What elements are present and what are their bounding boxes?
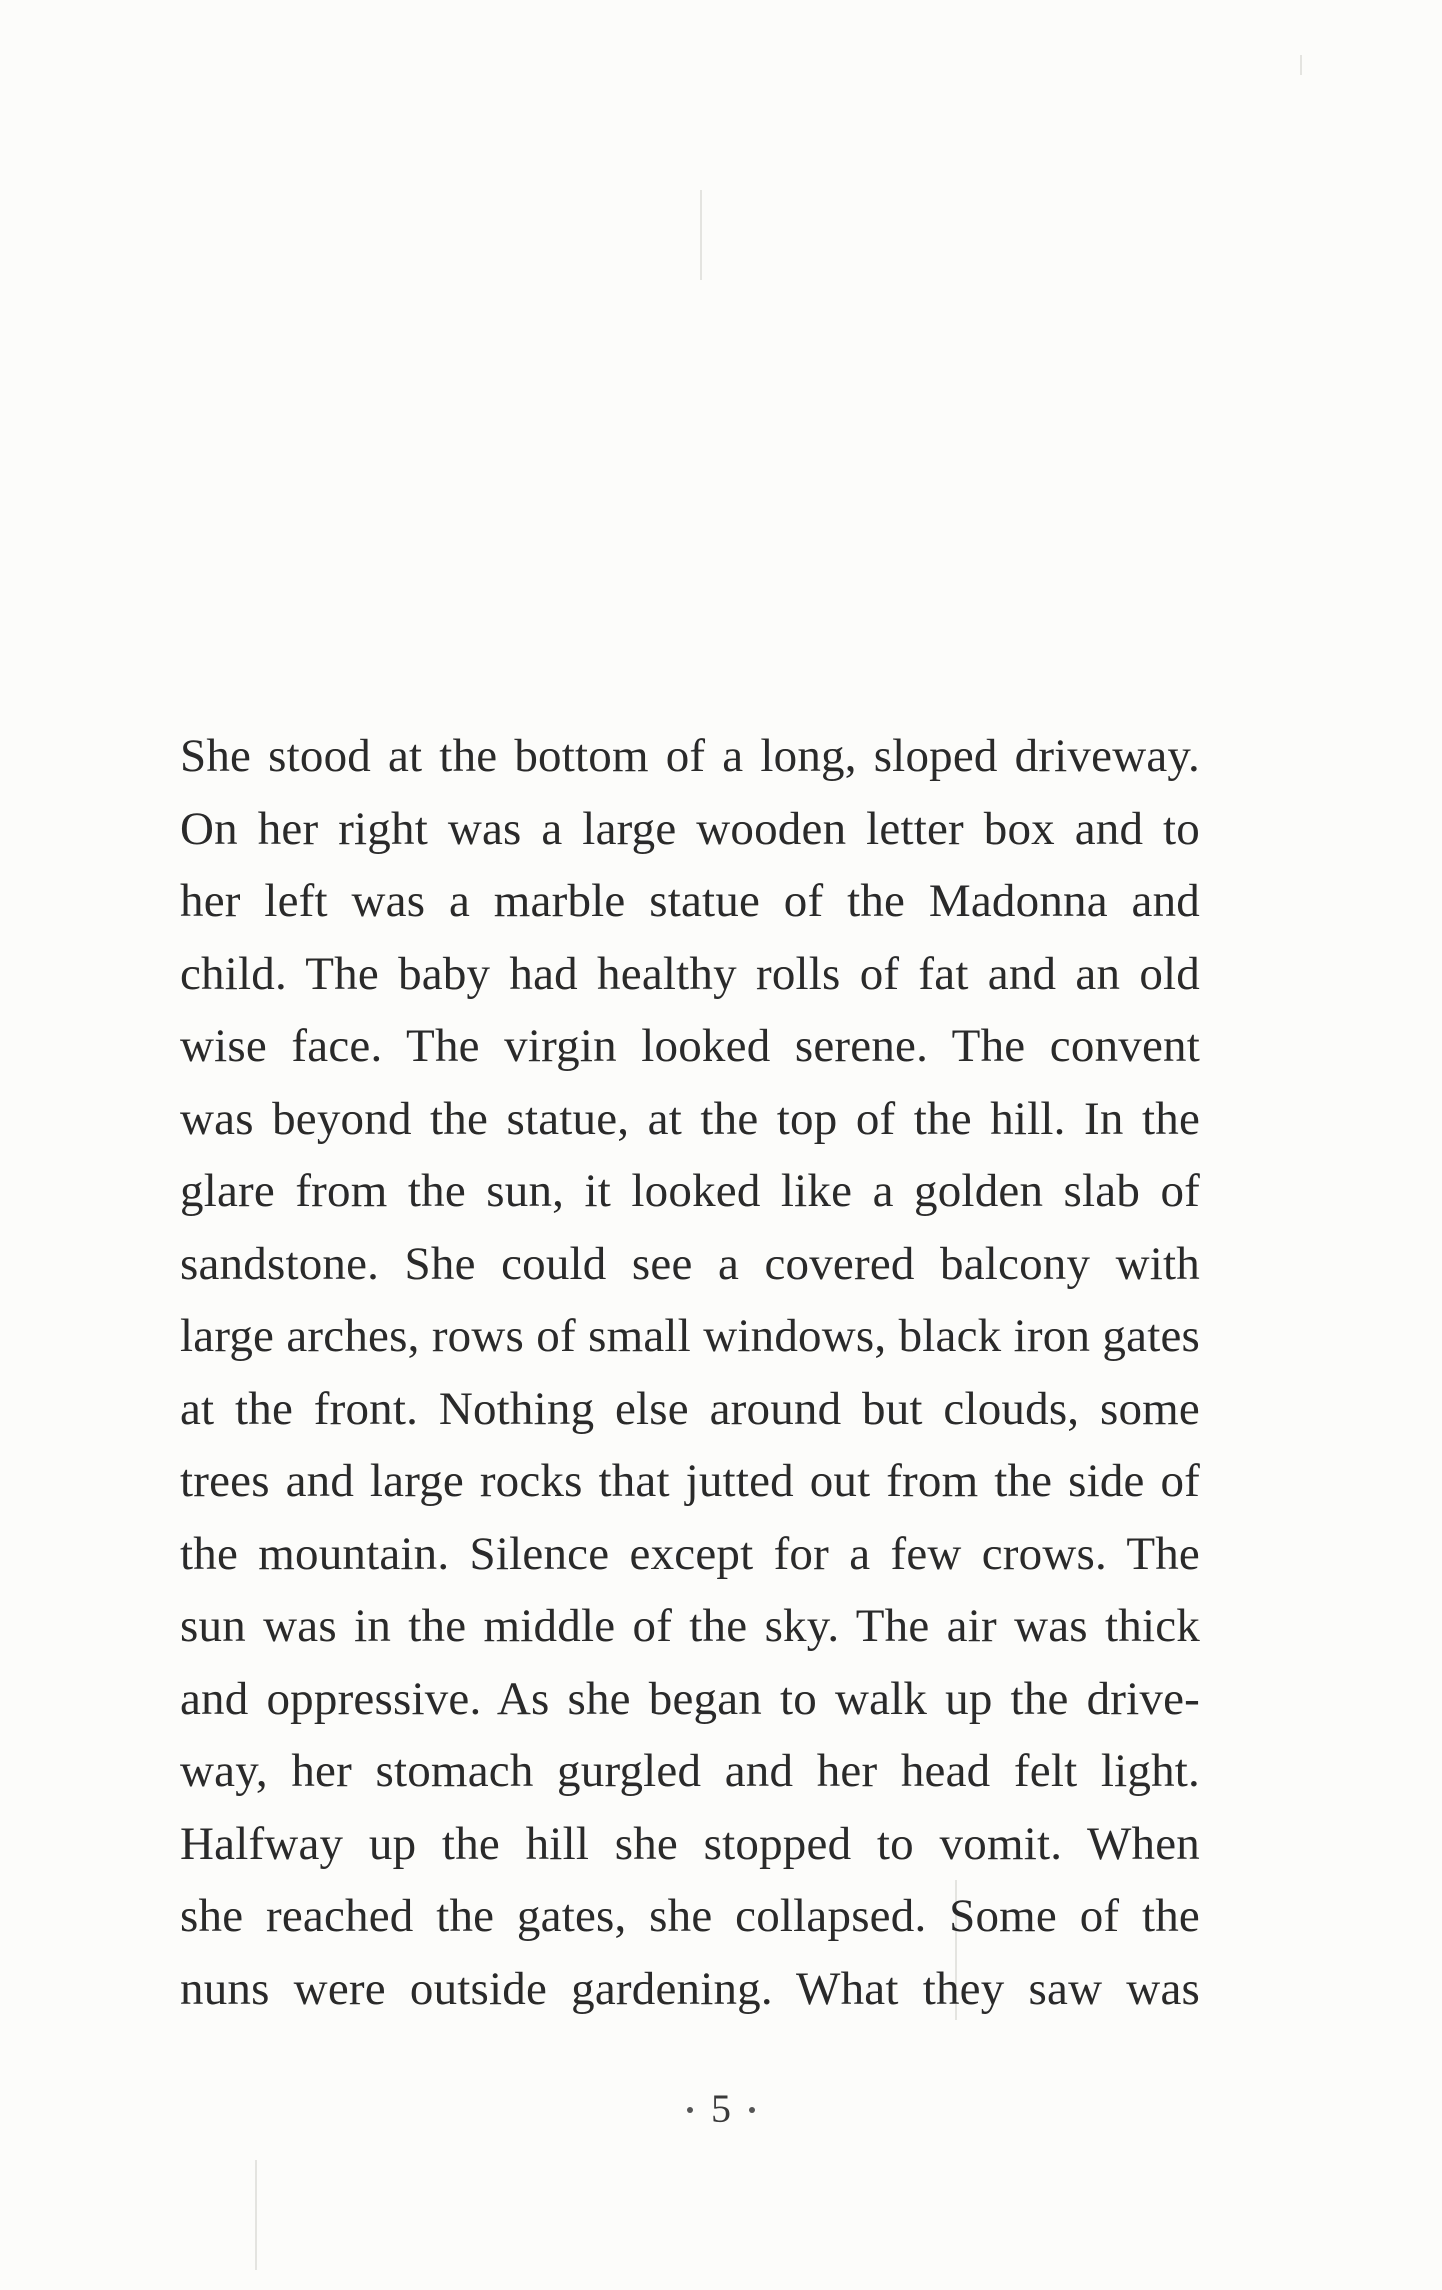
text-line: large arches, rows of small windows, black iron gates bbox=[180, 1310, 1200, 1362]
page-number: 5 bbox=[711, 2086, 731, 2131]
text-line: She stood at the bottom of a long, sloped driveway. bbox=[180, 730, 1200, 782]
bullet-ornament bbox=[687, 2107, 693, 2113]
text-line: the mountain. Silence except for a few crows. The bbox=[180, 1527, 1200, 1580]
bullet-ornament bbox=[749, 2107, 755, 2113]
paper-mark bbox=[1300, 55, 1302, 75]
text-line: Halfway up the hill she stopped to vomit. When bbox=[180, 1817, 1200, 1870]
text-line: sun was in the middle of the sky. The air was thick bbox=[180, 1600, 1200, 1652]
text-line: child. The baby had healthy rolls of fat and an old bbox=[180, 947, 1200, 1000]
text-line: nuns were outside gardening. What they saw was bbox=[180, 1962, 1200, 2015]
text-line: at the front. Nothing else around but clouds, some bbox=[180, 1382, 1200, 1435]
text-line: way, her stomach gurgled and her head felt light. bbox=[180, 1745, 1200, 1797]
text-line: and oppressive. As she began to walk up the drive- bbox=[180, 1672, 1200, 1725]
text-line: sandstone. She could see a covered balcony with bbox=[180, 1237, 1200, 1290]
page-number-footer bbox=[0, 2085, 1442, 2132]
text-line: glare from the sun, it looked like a golden slab of bbox=[180, 1165, 1200, 1217]
text-line: On her right was a large wooden letter box and to bbox=[180, 802, 1200, 855]
text-line: she reached the gates, she collapsed. Some of the bbox=[180, 1890, 1200, 1942]
body-text bbox=[180, 720, 1200, 2025]
paper-mark bbox=[700, 190, 702, 280]
paper-mark bbox=[255, 2160, 257, 2270]
text-line: wise face. The virgin looked serene. The convent bbox=[180, 1020, 1200, 1072]
text-line: trees and large rocks that jutted out from the side of bbox=[180, 1455, 1200, 1507]
text-line: her left was a marble statue of the Madonna and bbox=[180, 875, 1200, 927]
text-line: was beyond the statue, at the top of the hill. In the bbox=[180, 1092, 1200, 1145]
